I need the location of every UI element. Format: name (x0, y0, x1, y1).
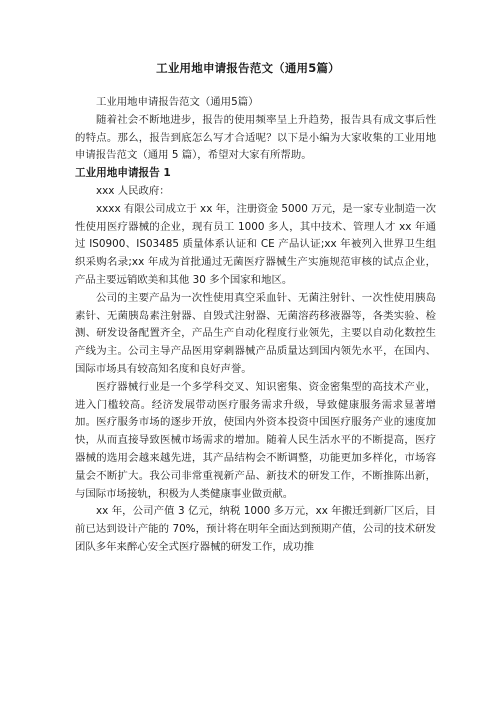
body-paragraph: xxxx 有限公司成立于 xx 年，注册资金 5000 万元，是一家专业制造一次性使用医疗器械的企业，现有员工 1000 多人，其中技术、管理人才 xx 年通过 IS0900、IS03485 质量体系认证和 CE 产品认证;xx 年被列入世界卫生组织采购名录;xx 年成为首批通过无菌医疗器械生产实施规范审核的试点企业，产品主要远销欧美和其他 30 多个国家和地区。 (75, 202, 436, 286)
body-paragraph: 公司的主要产品为一次性使用真空采血针、无菌注射针、一次性使用胰岛素针、无菌胰岛素注射器、自毁式注射器、无菌溶药移液器等，各类实验、检测、研发设备配置齐全，产品生产自动化程度行业领先，主要以自动化数控生产线为主。公司主导产品医用穿刺器械产品质量达到国内领先水平，在国内、国际市场具有较高知名度和良好声誉。 (75, 291, 436, 375)
page-title: 工业用地申请报告范文（通用5篇） (156, 61, 340, 75)
body-paragraph: 医疗器械行业是一个多学科交叉、知识密集、资金密集型的高技术产业，进入门槛较高。经济发展带动医疗服务需求升级，导致健康服务需求显著增加。医疗服务市场的逐步开放，使国内外资本投资中国医疗服务产业的速度加快，从而直接导致医械市场需求的增加。随着人民生活水平的不断提高，医疗器械的选用会越来越先进，其产品结构会不断调整，功能更加多样化，市场容量会不断扩大。我公司非常重视新产品、新技术的研发工作，不断推陈出新，与国际市场接轨，积极为人类健康事业做贡献。 (75, 380, 436, 500)
section-heading: 工业用地申请报告 1 (75, 167, 171, 180)
intro-paragraph: 随着社会不断地进步，报告的使用频率呈上升趋势，报告具有成文事后性的特点。那么，报告到底怎么写才合适呢？以下是小编为大家收集的工业用地申请报告范文（通用 5 篇），希望对大家有所帮助。 (75, 113, 436, 162)
addressee: xxx 人民政府： (96, 184, 170, 197)
body-paragraph: xx 年，公司产值 3 亿元，纳税 1000 多万元，xx 年搬迁到新厂区后，目前已达到设计产能的 70%，预计将在明年全面达到预期产值，公司的技术研发团队多年来醉心安全式医疗器械的研发工作，成功推 (75, 505, 436, 553)
intro-title: 工业用地申请报告范文（通用5篇） (96, 96, 259, 108)
